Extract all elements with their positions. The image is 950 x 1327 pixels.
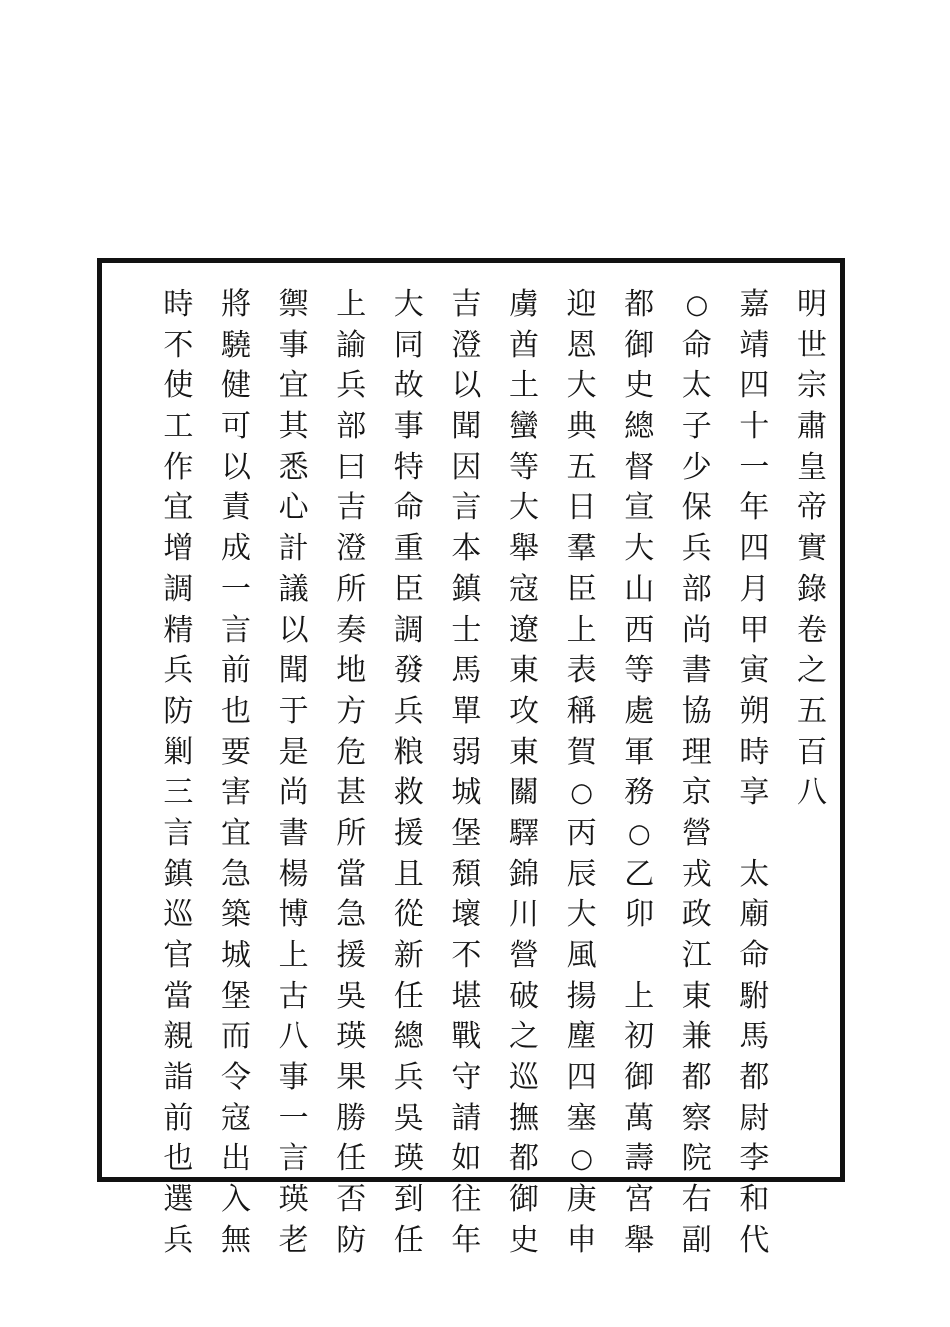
glyph: 明 — [797, 287, 827, 322]
glyph: 百 — [797, 734, 827, 770]
glyph: 曰 — [336, 449, 367, 485]
glyph: 勝 — [336, 1100, 367, 1136]
glyph: 庚 — [566, 1182, 597, 1218]
glyph: 一 — [278, 1100, 309, 1136]
glyph: 瑛 — [336, 1019, 367, 1055]
glyph: 大 — [566, 368, 597, 404]
glyph: 寇 — [509, 571, 539, 607]
glyph: 總 — [624, 409, 655, 445]
glyph: 地 — [336, 653, 367, 689]
glyph: 議 — [278, 571, 309, 607]
glyph: 丙 — [566, 815, 597, 851]
glyph: 巡 — [509, 1060, 539, 1096]
glyph: 四 — [566, 1060, 597, 1096]
glyph: 少 — [681, 449, 712, 485]
glyph: 不 — [451, 938, 482, 973]
glyph: 增 — [163, 531, 194, 567]
text-column — [611, 285, 667, 1262]
glyph: 吳 — [393, 1100, 424, 1136]
glyph: 官 — [163, 938, 194, 973]
glyph: 三 — [163, 775, 194, 811]
glyph: 壞 — [451, 897, 482, 933]
text-column — [323, 285, 379, 1262]
glyph: 援 — [393, 815, 424, 851]
glyph: 宮 — [624, 1182, 655, 1218]
glyph: 錄 — [797, 571, 827, 607]
glyph: 故 — [393, 368, 424, 404]
glyph: 史 — [624, 368, 655, 404]
glyph: 尚 — [681, 612, 712, 648]
glyph: 言 — [278, 1141, 309, 1177]
text-column — [726, 285, 782, 1262]
glyph: 所 — [336, 815, 367, 851]
glyph: 羣 — [566, 531, 597, 567]
glyph: 舉 — [509, 531, 539, 567]
glyph: 御 — [509, 1182, 539, 1218]
glyph: 以 — [278, 612, 309, 648]
text-column — [208, 285, 264, 1262]
glyph: 城 — [221, 938, 251, 973]
glyph: 舉 — [624, 1222, 655, 1258]
glyph: 迎 — [566, 287, 597, 322]
glyph: 急 — [336, 897, 367, 933]
glyph: 否 — [336, 1182, 367, 1218]
glyph: 禦 — [278, 287, 309, 322]
glyph: 詣 — [163, 1060, 194, 1096]
glyph: 將 — [221, 287, 251, 322]
glyph: 肅 — [797, 409, 827, 445]
glyph: 任 — [393, 1222, 424, 1258]
glyph: 廟 — [739, 897, 770, 933]
glyph: ○ — [570, 1144, 593, 1175]
glyph: 東 — [509, 734, 539, 770]
glyph: 令 — [221, 1060, 251, 1096]
glyph: 保 — [681, 490, 712, 526]
glyph: 兵 — [681, 531, 712, 567]
glyph: 鎮 — [451, 571, 482, 607]
glyph: 書 — [681, 653, 712, 689]
glyph: 戰 — [451, 1019, 482, 1055]
glyph: 任 — [393, 978, 424, 1014]
glyph: 東 — [509, 653, 539, 689]
text-column — [381, 285, 437, 1262]
glyph: 享 — [739, 775, 770, 811]
glyph: 皇 — [797, 449, 827, 485]
glyph: 典 — [566, 409, 597, 445]
glyph: 之 — [509, 1019, 539, 1055]
glyph: 特 — [393, 449, 424, 485]
glyph: 築 — [221, 897, 251, 933]
text-column — [496, 285, 552, 1262]
glyph: 以 — [451, 368, 482, 404]
glyph: 壽 — [624, 1141, 655, 1177]
glyph: 害 — [221, 775, 251, 811]
glyph: 諭 — [336, 327, 367, 363]
glyph: 東 — [681, 978, 712, 1014]
glyph: 驍 — [221, 327, 251, 363]
glyph: 萬 — [624, 1100, 655, 1136]
glyph: 宜 — [163, 490, 194, 526]
glyph: 八 — [278, 1019, 309, 1055]
glyph: 聞 — [278, 653, 309, 689]
glyph: 五 — [797, 693, 827, 729]
glyph: 工 — [163, 409, 194, 445]
page-frame — [97, 258, 845, 1258]
glyph: 處 — [624, 693, 655, 729]
glyph: 子 — [681, 409, 712, 445]
glyph: 兵 — [336, 368, 367, 404]
glyph: 親 — [163, 1019, 194, 1055]
glyph: 都 — [681, 1060, 712, 1096]
glyph: 堪 — [451, 978, 482, 1014]
glyph: 五 — [566, 449, 597, 485]
glyph: 所 — [336, 571, 367, 607]
glyph: 軍 — [624, 734, 655, 770]
glyph: 聞 — [451, 409, 482, 445]
glyph: 防 — [336, 1222, 367, 1258]
glyph: 臣 — [393, 571, 424, 607]
glyph: 方 — [336, 693, 367, 729]
glyph: 是 — [278, 734, 309, 770]
glyph: 請 — [451, 1100, 482, 1136]
glyph: 總 — [393, 1019, 424, 1055]
glyph: 乙 — [624, 856, 655, 892]
glyph: 援 — [336, 938, 367, 973]
glyph: 責 — [221, 490, 251, 526]
glyph: 史 — [509, 1222, 539, 1258]
glyph: 士 — [451, 612, 482, 648]
glyph: 李 — [739, 1141, 770, 1177]
glyph: 撫 — [509, 1100, 539, 1136]
glyph: 臣 — [566, 571, 597, 607]
glyph: 和 — [739, 1182, 770, 1218]
glyph: 選 — [163, 1182, 194, 1218]
glyph: 命 — [739, 938, 770, 973]
glyph: 營 — [509, 938, 539, 973]
glyph: 而 — [221, 1019, 251, 1055]
glyph: 剿 — [163, 734, 194, 770]
glyph: 日 — [566, 490, 597, 526]
glyph: 悉 — [278, 449, 309, 485]
glyph: 吉 — [336, 490, 367, 526]
glyph: 作 — [163, 449, 194, 485]
glyph: 等 — [509, 449, 539, 485]
glyph: 政 — [681, 897, 712, 933]
glyph: 代 — [739, 1222, 770, 1258]
glyph: 且 — [393, 856, 424, 892]
glyph: 帝 — [797, 490, 827, 526]
glyph: 其 — [278, 409, 309, 445]
glyph: 右 — [681, 1182, 712, 1218]
glyph: 關 — [509, 775, 539, 811]
glyph: 時 — [739, 734, 770, 770]
glyph: 宣 — [624, 490, 655, 526]
glyph: 可 — [221, 409, 251, 445]
glyph: 也 — [221, 693, 251, 729]
glyph: ○ — [685, 290, 709, 320]
glyph: 兵 — [393, 1060, 424, 1096]
glyph: 巡 — [163, 897, 194, 933]
glyph: 兵 — [163, 653, 194, 689]
glyph: 太 — [739, 856, 770, 892]
glyph: 四 — [739, 531, 770, 567]
glyph: 營 — [681, 815, 712, 851]
glyph: 初 — [624, 1019, 655, 1055]
glyph: 尚 — [278, 775, 309, 811]
text-column — [150, 285, 206, 1262]
glyph: 要 — [221, 734, 251, 770]
glyph: 大 — [393, 287, 424, 322]
glyph: 月 — [739, 571, 770, 607]
glyph: 辰 — [566, 856, 597, 892]
glyph: 同 — [393, 327, 424, 363]
glyph: 事 — [393, 409, 424, 445]
text-column — [669, 285, 725, 1262]
glyph: 往 — [451, 1182, 482, 1218]
glyph: 四 — [739, 368, 770, 404]
glyph: 京 — [681, 775, 712, 811]
glyph: 靖 — [739, 327, 770, 363]
glyph: 山 — [624, 571, 655, 607]
glyph: 大 — [624, 531, 655, 567]
glyph: 風 — [566, 938, 597, 973]
glyph: 如 — [451, 1141, 482, 1177]
glyph: 攻 — [509, 693, 539, 729]
glyph: 上 — [566, 612, 597, 648]
glyph: 世 — [797, 327, 827, 363]
glyph: 都 — [509, 1141, 539, 1177]
glyph: 等 — [624, 653, 655, 689]
glyph: 使 — [163, 368, 194, 404]
glyph: 前 — [163, 1100, 194, 1136]
glyph: 理 — [681, 734, 712, 770]
glyph: 精 — [163, 612, 194, 648]
glyph: 尉 — [739, 1100, 770, 1136]
text-column — [554, 285, 610, 1262]
glyph: 嘉 — [739, 287, 770, 322]
glyph: 本 — [451, 531, 482, 567]
glyph: 老 — [278, 1222, 309, 1258]
glyph: 土 — [509, 368, 539, 404]
glyph: 以 — [221, 449, 251, 485]
glyph: 十 — [739, 409, 770, 445]
glyph: 寅 — [739, 653, 770, 689]
glyph: 蠻 — [509, 409, 539, 445]
glyph: 揚 — [566, 978, 597, 1014]
glyph: 大 — [509, 490, 539, 526]
glyph: 古 — [278, 978, 309, 1014]
glyph: 院 — [681, 1141, 712, 1177]
glyph: 鎮 — [163, 856, 194, 892]
glyph: 卯 — [624, 897, 655, 933]
glyph: 上 — [336, 287, 367, 322]
glyph: 馬 — [451, 653, 482, 689]
glyph: 塵 — [566, 1019, 597, 1055]
glyph: 宜 — [278, 368, 309, 404]
text-column — [266, 285, 322, 1262]
glyph: 調 — [163, 571, 194, 607]
glyph: 城 — [451, 775, 482, 811]
glyph: 大 — [566, 897, 597, 933]
glyph: 宗 — [797, 368, 827, 404]
glyph: 吳 — [336, 978, 367, 1014]
glyph: 言 — [163, 815, 194, 851]
glyph: 言 — [221, 612, 251, 648]
glyph: 心 — [278, 490, 309, 526]
glyph: 重 — [393, 531, 424, 567]
glyph: 堡 — [451, 815, 482, 851]
glyph: 實 — [797, 531, 827, 567]
glyph — [726, 814, 782, 855]
glyph: 務 — [624, 775, 655, 811]
text-block — [100, 285, 840, 1258]
glyph: 甲 — [739, 612, 770, 648]
glyph: 察 — [681, 1100, 712, 1136]
glyph: 楊 — [278, 856, 309, 892]
glyph: 粮 — [393, 734, 424, 770]
glyph: 守 — [451, 1060, 482, 1096]
glyph: 恩 — [566, 327, 597, 363]
glyph: 遼 — [509, 612, 539, 648]
glyph: 寇 — [221, 1100, 251, 1136]
glyph: 馬 — [739, 1019, 770, 1055]
glyph: 上 — [624, 978, 655, 1014]
glyph: 之 — [797, 653, 827, 689]
glyph: 澄 — [451, 327, 482, 363]
glyph: 博 — [278, 897, 309, 933]
glyph: 一 — [221, 571, 251, 607]
title-column — [784, 285, 840, 814]
glyph: 虜 — [509, 287, 539, 322]
glyph: 朔 — [739, 693, 770, 729]
glyph: 命 — [393, 490, 424, 526]
glyph: 出 — [221, 1141, 251, 1177]
glyph: 澄 — [336, 531, 367, 567]
glyph: 副 — [681, 1222, 712, 1258]
glyph: 都 — [739, 1060, 770, 1096]
glyph: 救 — [393, 775, 424, 811]
text-column — [438, 285, 494, 1262]
glyph: 太 — [681, 368, 712, 404]
glyph: 江 — [681, 938, 712, 973]
glyph: 卷 — [797, 612, 827, 648]
glyph: 八 — [797, 775, 827, 811]
glyph: 兵 — [393, 693, 424, 729]
glyph: 書 — [278, 815, 309, 851]
glyph: 調 — [393, 612, 424, 648]
glyph: 危 — [336, 734, 367, 770]
glyph: 任 — [336, 1141, 367, 1177]
glyph: 事 — [278, 1060, 309, 1096]
glyph: 駙 — [739, 978, 770, 1014]
glyph: 都 — [624, 287, 655, 322]
glyph: 前 — [221, 653, 251, 689]
glyph: 命 — [681, 327, 712, 363]
glyph: 驛 — [509, 815, 539, 851]
glyph: 于 — [278, 693, 309, 729]
glyph — [611, 936, 667, 977]
glyph: 也 — [163, 1141, 194, 1177]
glyph: 時 — [163, 287, 194, 322]
glyph: 塞 — [566, 1100, 597, 1136]
glyph: 急 — [221, 856, 251, 892]
glyph: 健 — [221, 368, 251, 404]
glyph: 戎 — [681, 856, 712, 892]
glyph: 申 — [566, 1222, 597, 1258]
glyph: 新 — [393, 938, 424, 973]
glyph: 發 — [393, 653, 424, 689]
glyph: 稱 — [566, 693, 597, 729]
glyph: 宜 — [221, 815, 251, 851]
glyph: ○ — [570, 778, 593, 809]
glyph: 吉 — [451, 287, 482, 322]
glyph: 賀 — [566, 734, 597, 770]
glyph: 頹 — [451, 856, 482, 892]
glyph: 從 — [393, 897, 424, 933]
glyph: 督 — [624, 449, 655, 485]
glyph: 兵 — [163, 1222, 194, 1258]
glyph: 西 — [624, 612, 655, 648]
glyph: 入 — [221, 1182, 251, 1218]
glyph: 瑛 — [393, 1141, 424, 1177]
glyph: 果 — [336, 1060, 367, 1096]
glyph: 單 — [451, 693, 482, 729]
glyph: 堡 — [221, 978, 251, 1014]
glyph: 部 — [336, 409, 367, 445]
glyph: 弱 — [451, 734, 482, 770]
glyph: 川 — [509, 897, 539, 933]
glyph: 部 — [681, 571, 712, 607]
glyph: 年 — [739, 490, 770, 526]
glyph: 不 — [163, 327, 194, 363]
glyph: 御 — [624, 327, 655, 363]
glyph: 事 — [278, 327, 309, 363]
glyph: 甚 — [336, 775, 367, 811]
glyph: 兼 — [681, 1019, 712, 1055]
glyph: 瑛 — [278, 1182, 309, 1218]
glyph: 錦 — [509, 856, 539, 892]
glyph: 計 — [278, 531, 309, 567]
glyph: 表 — [566, 653, 597, 689]
glyph: 年 — [451, 1222, 482, 1258]
glyph: 酋 — [509, 327, 539, 363]
glyph: 上 — [278, 938, 309, 973]
glyph: ○ — [627, 818, 651, 849]
glyph: 到 — [393, 1182, 424, 1218]
glyph: 協 — [681, 693, 712, 729]
glyph: 成 — [221, 531, 251, 567]
glyph: 當 — [163, 978, 194, 1014]
glyph: 無 — [221, 1222, 251, 1258]
glyph: 當 — [336, 856, 367, 892]
glyph: 言 — [451, 490, 482, 526]
glyph: 因 — [451, 449, 482, 485]
glyph: 一 — [739, 449, 770, 485]
glyph: 奏 — [336, 612, 367, 648]
glyph: 防 — [163, 693, 194, 729]
glyph: 破 — [509, 978, 539, 1014]
glyph: 御 — [624, 1060, 655, 1096]
